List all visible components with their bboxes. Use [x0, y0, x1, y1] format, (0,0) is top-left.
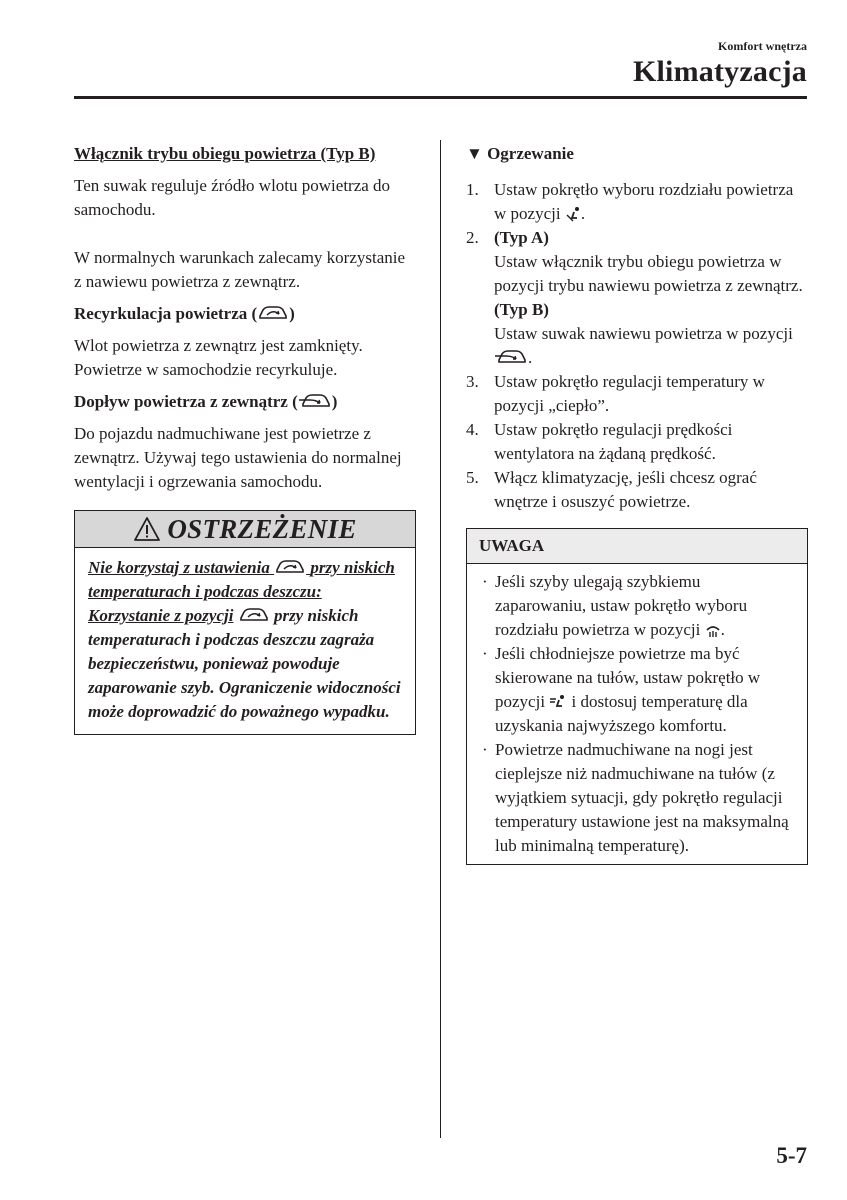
- fresh-air-icon: [298, 392, 332, 410]
- note-bullet-end: .: [720, 620, 725, 639]
- step-number: 5.: [466, 468, 479, 487]
- intro-paragraph: Ten suwak reguluje źródło wlotu powietrza do samochodu.: [74, 176, 391, 219]
- list-item: [466, 418, 808, 466]
- recirculation-icon: [274, 558, 306, 576]
- header-rule: [74, 96, 807, 99]
- list-item: [466, 226, 808, 370]
- recirculation-icon: [257, 304, 289, 322]
- step-text: Ustaw pokrętło regulacji temperatury w pozycji „ciepło”.: [494, 372, 765, 415]
- list-item: [466, 370, 808, 418]
- warning-body: [75, 548, 415, 734]
- note-bullet-text: Powietrze nadmuchiwane na nogi jest cieplejsze niż nadmuchiwane na tułów (z wyjątkiem sytuacji, gdy pokrętło regulacji temperatury ustawione jest na maksymalną lub minimalną temperaturę).: [495, 740, 789, 855]
- note-bullet-text: Jeśli szyby ulegają szybkiemu zaparowaniu, ustaw pokrętło wyboru rozdziału powietrza w pozycji: [495, 572, 748, 639]
- warning-line-2: [88, 604, 403, 724]
- column-divider: [440, 140, 441, 1138]
- list-item: [466, 466, 808, 514]
- note-bullet-end: i dostosuj temperaturę dla uzyskania najwyższego komfortu.: [495, 692, 748, 735]
- type-b-text-end: .: [528, 348, 533, 367]
- warning-line-1-text: Nie korzystaj z ustawienia: [88, 558, 270, 577]
- note-body: [467, 564, 807, 864]
- note-bullet: [480, 738, 795, 858]
- step-text-end: .: [580, 204, 586, 223]
- type-b-text: [494, 322, 808, 370]
- left-column: [74, 142, 416, 735]
- page-number: 5-7: [776, 1143, 807, 1168]
- fresh-air-icon: [494, 348, 528, 366]
- warning-line-1: [88, 556, 403, 604]
- bullet-dot: ·: [482, 644, 488, 663]
- page-title: Klimatyzacja: [632, 55, 807, 88]
- type-b-label: (Typ B): [494, 300, 549, 319]
- recommendation-paragraph: W normalnych warunkach zalecamy korzystanie z nawiewu powietrza z zewnątrz.: [74, 248, 406, 291]
- note-bullet: [480, 570, 795, 642]
- warning-line-2-cont: przy niskich temperaturach i podczas deszczu zagraża bezpieczeństwu, ponieważ powoduje zaparowanie szyb. Ograniczenie widoczności może doprowadzić do poważnego wypadku.: [88, 606, 401, 721]
- bullet-dot: ·: [482, 740, 488, 759]
- step-number: 4.: [466, 420, 479, 439]
- step-number: 2.: [466, 228, 479, 247]
- type-a-label: (Typ A): [494, 228, 549, 247]
- defrost-icon: [705, 622, 721, 638]
- type-a-text: Ustaw włącznik trybu obiegu powietrza w pozycji trybu nawiewu powietrza z zewnątrz.: [494, 252, 803, 295]
- fresh-air-heading: [74, 390, 416, 414]
- warning-triangle-icon: [133, 516, 161, 542]
- note-bullet: [480, 642, 795, 738]
- step-text: Ustaw pokrętło regulacji prędkości wentylatora na żądaną prędkość.: [494, 420, 733, 463]
- recirculation-heading: [74, 302, 416, 326]
- recirculation-icon: [238, 606, 270, 624]
- step-number: 1.: [466, 180, 479, 199]
- list-item: [466, 178, 808, 226]
- floor-mode-icon: [565, 206, 581, 222]
- note-title: UWAGA: [467, 529, 807, 564]
- face-mode-icon: [549, 694, 567, 710]
- recirculation-heading-close: ): [289, 304, 295, 323]
- section-label: Komfort wnętrza: [718, 39, 807, 53]
- heating-heading: ▼ Ogrzewanie: [466, 144, 574, 163]
- step-text: Włącz klimatyzację, jeśli chcesz ograć wnętrze i osuszyć powietrze.: [494, 468, 757, 511]
- right-column: [466, 142, 808, 865]
- step-number: 3.: [466, 372, 479, 391]
- heating-steps: [466, 178, 808, 514]
- bullet-dot: ·: [482, 572, 488, 591]
- section-heading: Włącznik trybu obiegu powietrza (Typ B): [74, 144, 376, 163]
- warning-box: [74, 510, 416, 735]
- fresh-air-heading-text: Dopływ powietrza z zewnątrz (: [74, 392, 298, 411]
- fresh-air-heading-close: ): [331, 392, 338, 411]
- recirculation-heading-text: Recyrkulacja powietrza (: [74, 304, 258, 323]
- step-text: Ustaw pokrętło wyboru rozdziału powietrza w pozycji: [494, 180, 794, 223]
- fresh-air-text: Do pojazdu nadmuchiwane jest powietrze z zewnątrz. Używaj tego ustawienia do normalnej wentylacji i ogrzewania samochodu.: [74, 424, 402, 491]
- warning-line-2-text: Korzystanie z pozycji: [88, 606, 234, 625]
- warning-header: [75, 511, 415, 548]
- type-b-text-main: Ustaw suwak nawiewu powietrza w pozycji: [494, 324, 793, 343]
- note-box: [466, 528, 808, 865]
- warning-title: OSTRZEŻENIE: [167, 514, 357, 544]
- note-bullet-text: Jeśli chłodniejsze powietrze ma być skierowane na tułów, ustaw pokrętło w pozycji: [495, 644, 761, 711]
- warning-line-1-cont: przy niskich temperaturach i podczas deszczu:: [88, 558, 395, 601]
- recirculation-text: Wlot powietrza z zewnątrz jest zamknięty. Powietrze w samochodzie recyrkuluje.: [74, 336, 363, 379]
